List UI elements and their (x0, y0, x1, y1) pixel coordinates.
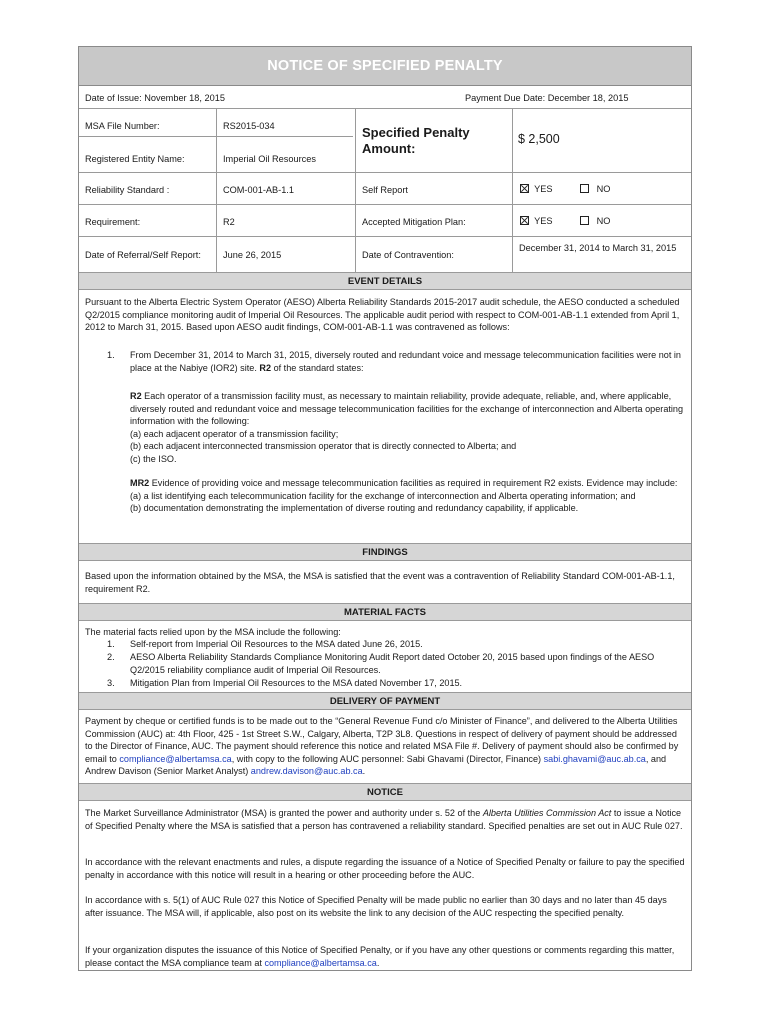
notice-paragraph-2: In accordance with the relevant enactments and rules, a dispute regarding the issuance of a Notice of Specified Penalty or failure to pay the specified penalty in accordance with this notice will result in a hearing or other proceeding before the AUC. (85, 857, 685, 880)
msa-file-label: MSA File Number: (85, 121, 160, 131)
findings-text: Based upon the information obtained by the MSA, the MSA is satisfied that the event was a contravention of Reliability Standard COM-001-AB-1.1, requirement R2. (85, 571, 675, 594)
checkbox-checked-icon[interactable] (520, 216, 529, 225)
referral-date-value: June 26, 2015 (223, 250, 282, 260)
notice-paragraph-1: The Market Surveillance Administrator (MSA) is granted the power and authority under s. 52 of the Alberta Utilities Commission Act to issue a Notice of Specified Penalty where the MSA is satisfied that a person has contravened a reliability standard. Specified penalties are set out in AUC Rule 027. (85, 808, 683, 831)
date-of-issue: Date of Issue: November 18, 2015 (85, 93, 225, 103)
checkbox-empty-icon[interactable] (580, 184, 589, 193)
notice-paragraph-3: In accordance with s. 5(1) of AUC Rule 027 this Notice of Specified Penalty will be made public no earlier than 30 days and no later than 45 days after issuance. The MSA will, if applicable, also post on its website the link to any decision of the AUC respecting the specified penalty. (85, 895, 667, 918)
checkbox-empty-icon[interactable] (580, 216, 589, 225)
event-item-text: From December 31, 2014 to March 31, 2015, diversely routed and redundant voice and message telecommunication facilities were not in place at the Nabiye (IOR2) site. R2 of the standard states: (130, 350, 681, 373)
material-facts-heading: MATERIAL FACTS (79, 603, 691, 621)
material-fact-3-number: 3. (107, 678, 115, 688)
notice-paragraph-4: If your organization disputes the issuance of this Notice of Specified Penalty, or if you have any other questions or comments regarding this matter, please contact the MSA compliance team at compliance@albertamsa.ca. (85, 945, 675, 968)
event-item-number: 1. (107, 350, 115, 360)
requirement-value: R2 (223, 217, 235, 227)
self-report-no[interactable]: NO (580, 183, 610, 196)
self-report-label: Self Report (362, 185, 408, 195)
document-title: NOTICE OF SPECIFIED PENALTY (79, 47, 691, 86)
sabi-ghavami-email-link[interactable]: sabi.ghavami@auc.ab.ca (543, 753, 646, 764)
material-fact-3: Mitigation Plan from Imperial Oil Resources to the MSA dated November 17, 2015. (130, 678, 463, 688)
delivery-of-payment-text: Payment by cheque or certified funds is to be made out to the “General Revenue Fund c/o Minister of Finance”, and delivered to the Alberta Utilities Commission (AUC) at: 4th Floor, 425 - 1st Street S.W., Calgary, Alberta, T2P 3L8. Questions in respect of delivery of payment should be addressed to the Director of Finance, AUC. The payment should reference this notice and related MSA File #. Delivery of payment should also be confirmed by email to compliance@albertamsa.ca, with copy to the following AUC personnel: Sabi Ghavami (Director, Finance) sabi.ghavami@auc.ab.ca, and Andrew Davison (Senior Market Analyst) andrew.davison@auc.ab.ca. (85, 716, 679, 777)
penalty-amount-label: Specified Penalty Amount: (362, 125, 470, 156)
compliance-team-email-link[interactable]: compliance@albertamsa.ca (264, 957, 377, 968)
mitigation-plan-label: Accepted Mitigation Plan: (362, 217, 466, 227)
entity-value: Imperial Oil Resources (223, 154, 316, 164)
referral-date-label: Date of Referral/Self Report: (85, 250, 201, 260)
event-details-intro: Pursuant to the Alberta Electric System Operator (AESO) Alberta Reliability Standards 2015-2017 audit schedule, the AESO conducted a scheduled Q2/2015 compliance monitoring audit of Imperial Oil Resources. The applicable audit period with respect to COM-001-AB-1.1 extended from April 1, 2012 to March 31, 2015. Based upon AESO audit findings, COM-001-AB-1.1 was contravened as follows: (85, 297, 680, 333)
material-fact-2-number: 2. (107, 652, 115, 662)
msa-file-value: RS2015-034 (223, 121, 275, 131)
penalty-amount-value: $ 2,500 (518, 132, 560, 146)
event-details-heading: EVENT DETAILS (79, 272, 691, 290)
self-report-yes[interactable]: YES (520, 183, 553, 196)
contravention-date-value: December 31, 2014 to March 31, 2015 (519, 243, 677, 253)
measure-mr2-text: MR2 Evidence of providing voice and message telecommunication facilities as required in requirement R2 exists. Evidence may include: (a) a list identifying each telecommunication facility for the exchange of interconnection and Alberta operating information; and (b) documentation demonstrating the implementation of diverse routing and redundancy capability, if applicable. (130, 478, 678, 514)
andrew-davison-email-link[interactable]: andrew.davison@auc.ab.ca (250, 766, 363, 777)
checkbox-checked-icon[interactable] (520, 184, 529, 193)
requirement-r2-text: R2 Each operator of a transmission facility must, as necessary to maintain reliability, provide adequate, reliable, and, where applicable, diversely routed and redundant voice and message telecommunication facilities for the exchange of interconnection and Alberta operating information with the following: (a) each adjacent operator of a transmission facility; (b) each adjacent interconnected transmission operator that is directly connected to Alberta; and (c) the ISO. (130, 391, 684, 464)
requirement-label: Requirement: (85, 217, 141, 227)
delivery-of-payment-heading: DELIVERY OF PAYMENT (79, 692, 691, 710)
reliability-standard-label: Reliability Standard : (85, 185, 170, 195)
notice-document (78, 46, 692, 971)
mitigation-yes[interactable]: YES (520, 215, 553, 228)
material-fact-1-number: 1. (107, 639, 115, 649)
payment-due-date: Payment Due Date: December 18, 2015 (465, 93, 629, 103)
material-fact-1: Self-report from Imperial Oil Resources to the MSA dated June 26, 2015. (130, 639, 423, 649)
material-fact-2: AESO Alberta Reliability Standards Compliance Monitoring Audit Report dated October 20, 2015 based upon findings of the AESO Q2/2015 reliability compliance audit of Imperial Oil Resources. (130, 652, 655, 675)
mitigation-no[interactable]: NO (580, 215, 610, 228)
notice-heading: NOTICE (79, 783, 691, 801)
material-facts-intro: The material facts relied upon by the MSA include the following: (85, 627, 341, 637)
compliance-email-link[interactable]: compliance@albertamsa.ca (119, 753, 232, 764)
findings-heading: FINDINGS (79, 543, 691, 561)
contravention-date-label: Date of Contravention: (362, 250, 454, 260)
reliability-standard-value: COM-001-AB-1.1 (223, 185, 294, 195)
entity-label: Registered Entity Name: (85, 154, 185, 164)
